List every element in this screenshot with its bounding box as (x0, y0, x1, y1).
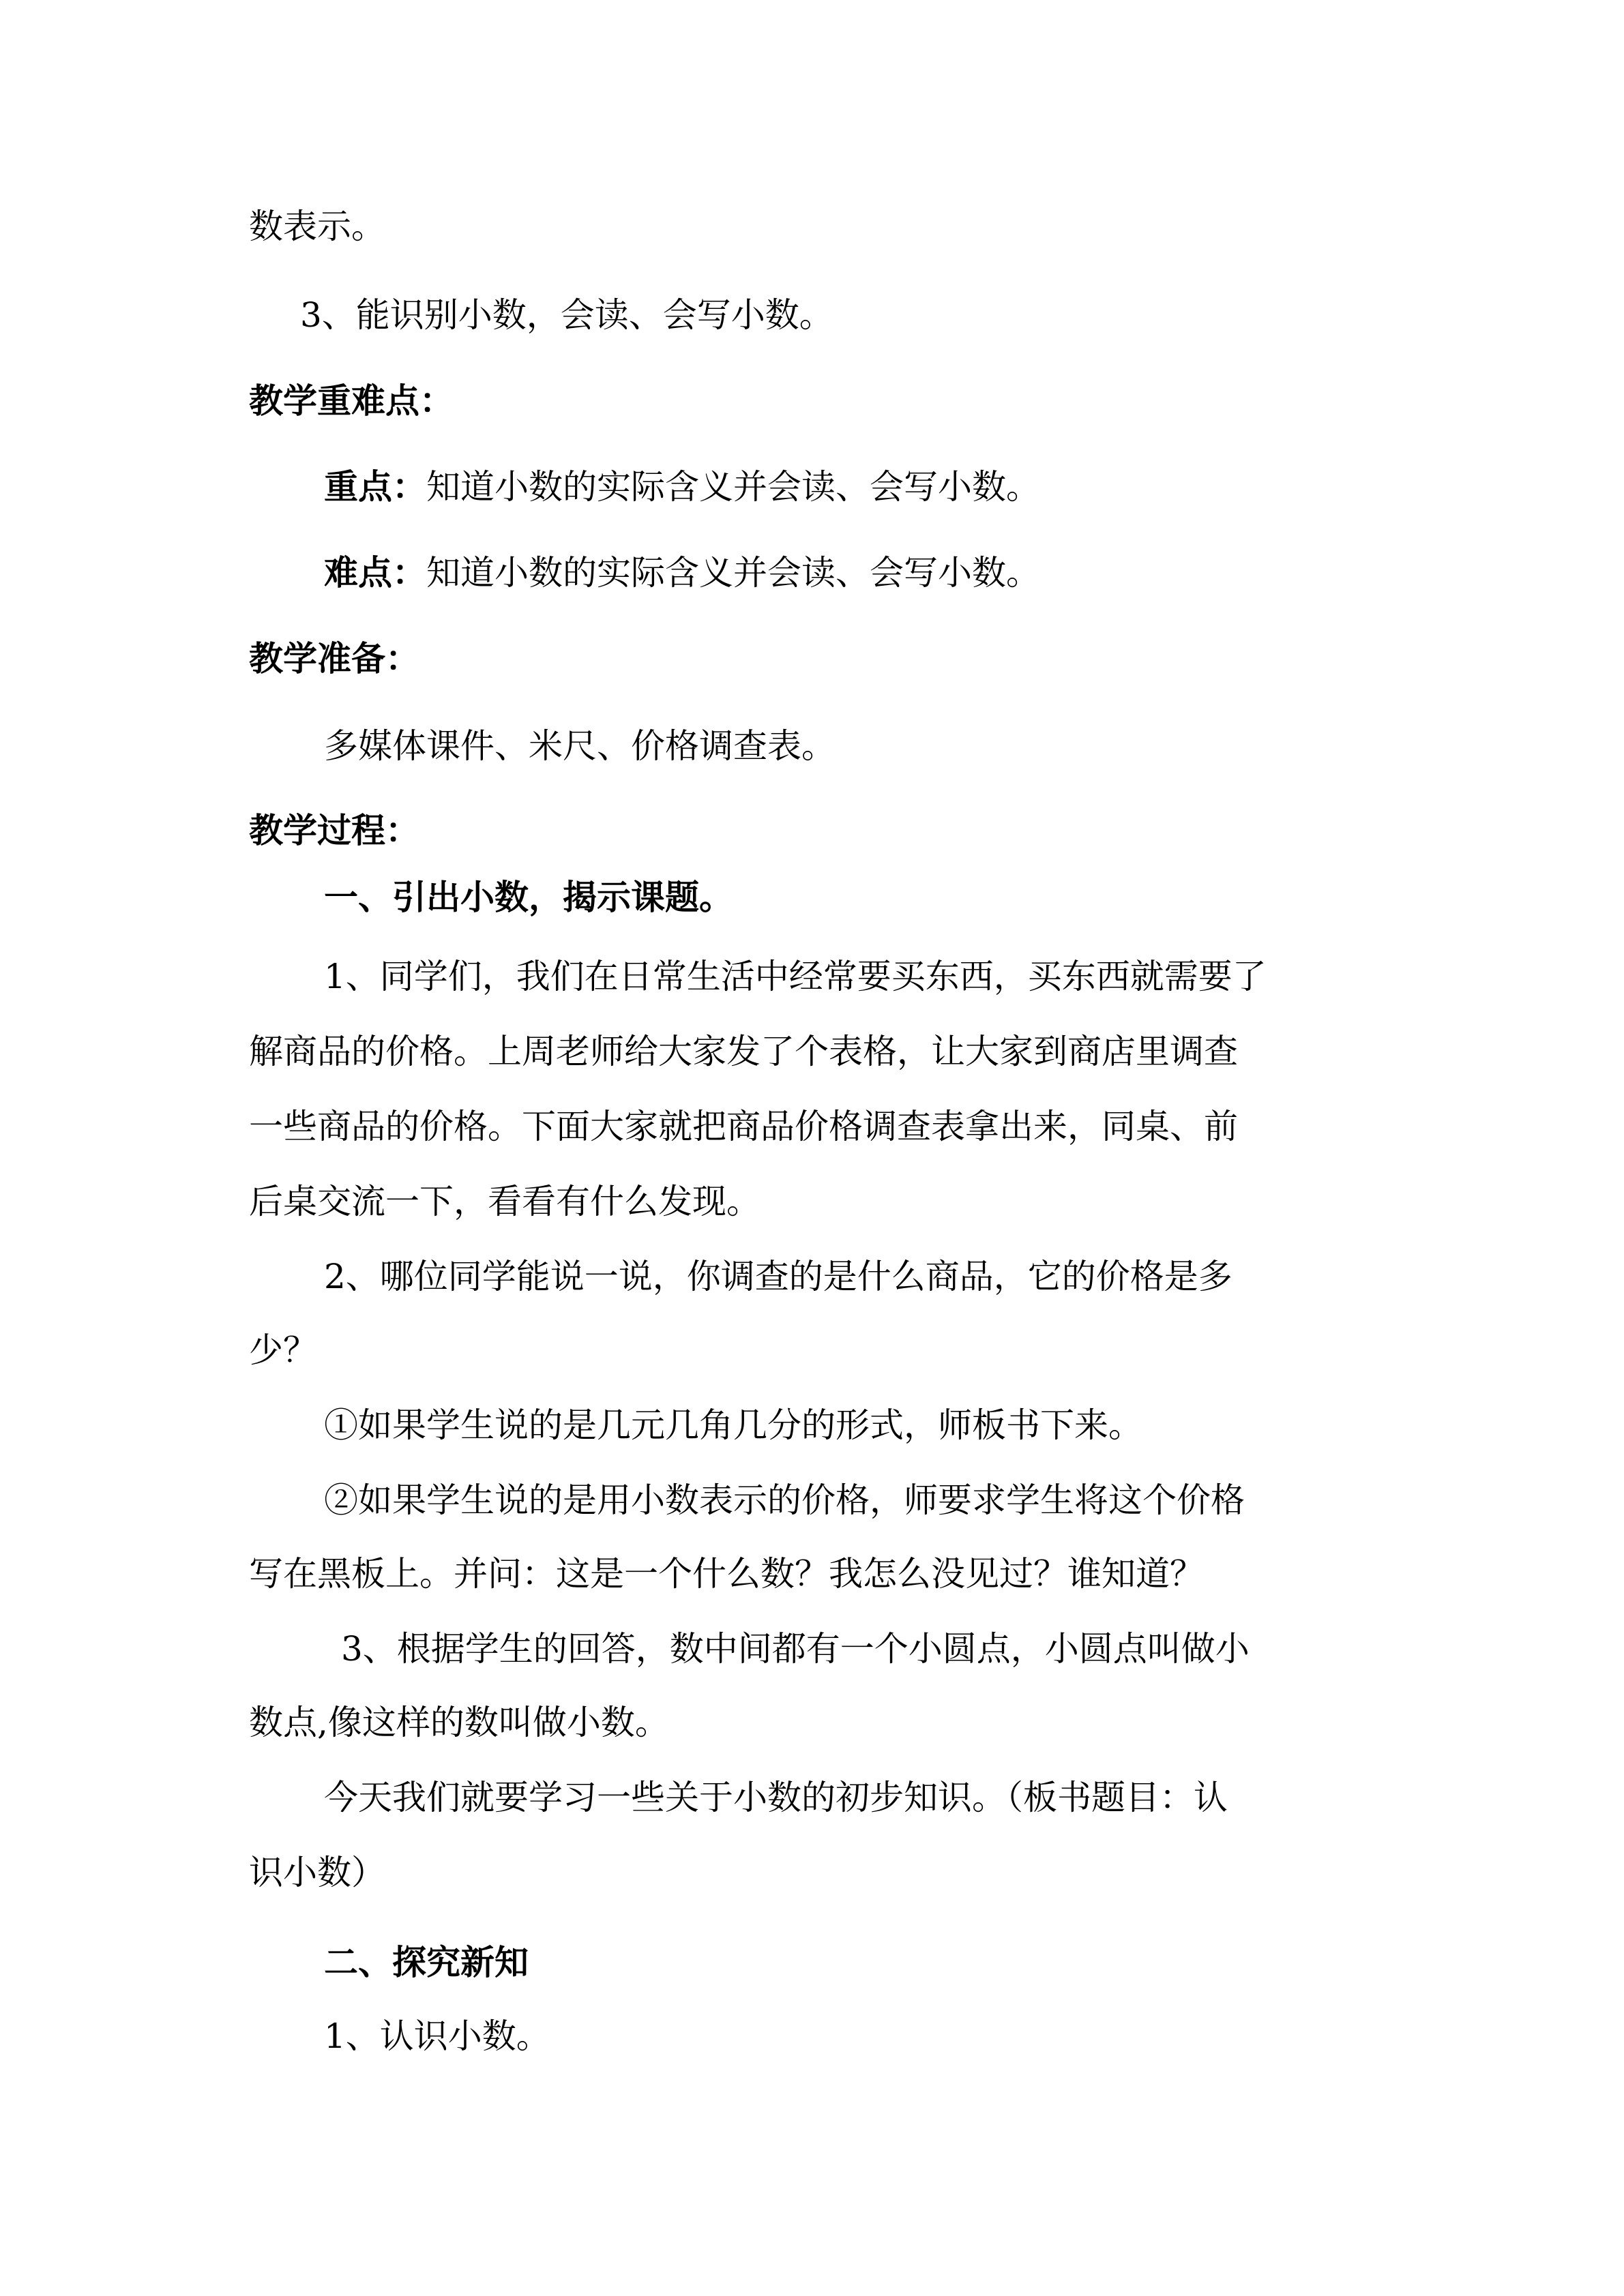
paragraph-line: 2、哪位同学能说一说，你调查的是什么商品，它的价格是多 (324, 1257, 1232, 1296)
paragraph-line: 识小数） (249, 1853, 385, 1892)
subheading-explore-new-knowledge: 二、探究新知 (324, 1943, 529, 1982)
preparation-text: 多媒体课件、米尺、价格调查表。 (324, 726, 836, 766)
paragraph-line: 写在黑板上。并问：这是一个什么数？我怎么没见过？谁知道？ (249, 1554, 1204, 1594)
section-heading-key-points: 教学重难点： (249, 381, 454, 421)
paragraph-line: 解商品的价格。上周老师给大家发了个表格，让大家到商店里调查 (249, 1032, 1238, 1071)
paragraph-line: 3、根据学生的回答，数中间都有一个小圆点，小圆点叫做小 (341, 1629, 1250, 1669)
key-point-line (324, 465, 1470, 509)
difficult-point-line (324, 551, 1470, 595)
difficult-point-label: 难点： (324, 553, 426, 593)
paragraph-line: 1、同学们，我们在日常生活中经常要买东西，买东西就需要了 (324, 957, 1267, 996)
paragraph-line: 后桌交流一下，看看有什么发现。 (249, 1182, 761, 1221)
key-point-text: 知道小数的实际含义并会读、会写小数。 (426, 467, 1040, 507)
objective-3: 3、能识别小数，会读、会写小数。 (300, 295, 833, 335)
paragraph-line: ②如果学生说的是用小数表示的价格，师要求学生将这个价格 (324, 1480, 1245, 1520)
paragraph-line: 少？ (249, 1330, 317, 1370)
paragraph-line: 数表示。 (249, 207, 385, 246)
paragraph-line: 一些商品的价格。下面大家就把商品价格调查表拿出来，同桌、前 (249, 1107, 1238, 1146)
key-point-label: 重点： (324, 467, 426, 507)
paragraph-line: ①如果学生说的是几元几角几分的形式，师板书下来。 (324, 1405, 1142, 1445)
section-heading-preparation: 教学准备： (249, 639, 419, 679)
subheading-introduce-decimals: 一、引出小数，揭示课题。 (324, 878, 733, 917)
section-heading-process: 教学过程： (249, 811, 419, 850)
paragraph-line: 1、认识小数。 (324, 2016, 550, 2056)
difficult-point-text: 知道小数的实际含义并会读、会写小数。 (426, 553, 1040, 593)
paragraph-line: 数点,像这样的数叫做小数。 (249, 1703, 669, 1742)
paragraph-line: 今天我们就要学习一些关于小数的初步知识。（板书题目：认 (324, 1778, 1228, 1817)
